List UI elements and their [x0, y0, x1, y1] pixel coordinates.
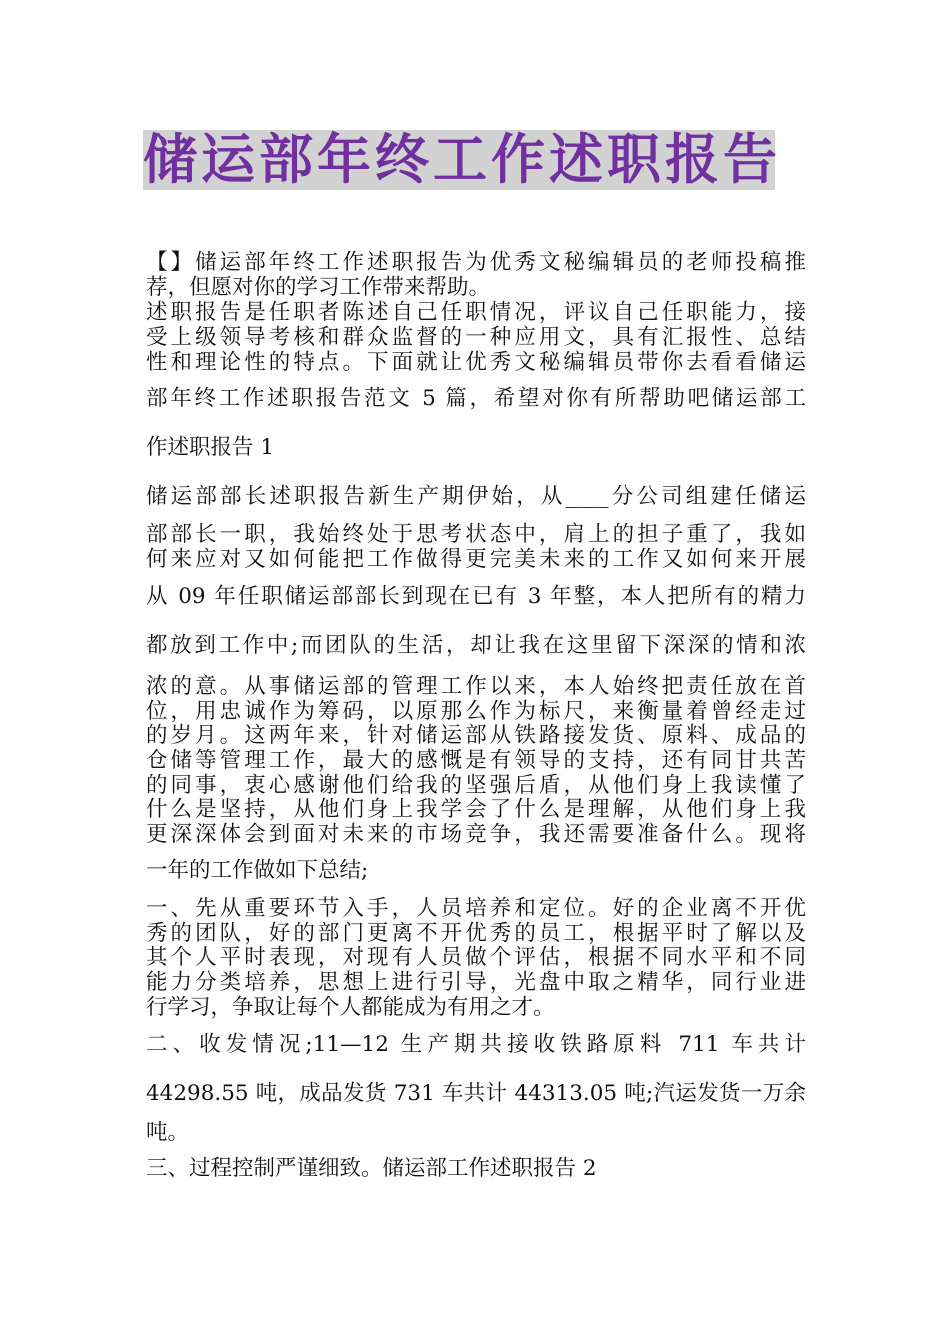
paragraph-line: 三、过程控制严谨细致。储运部工作述职报告 2: [146, 1156, 597, 1181]
paragraph-line: 荐，但愿对你的学习工作带来帮助。: [146, 275, 491, 300]
paragraph-line: 仓储等管理工作，最大的感慨是有领导的支持，还有同甘共苦: [146, 748, 806, 773]
title-highlight: [143, 128, 781, 191]
paragraph-line: 储运部部长述职报告新生产期伊始，从____分公司组建任储运: [146, 484, 806, 509]
paragraph-line: 44298.55 吨，成品发货 731 车共计 44313.05 吨;汽运发货一万余: [146, 1081, 806, 1106]
paragraph-line: 受上级领导考核和群众监督的一种应用文，具有汇报性、总结: [146, 325, 806, 350]
paragraph-line: 行学习，争取让每个人都能成为有用之才。: [146, 995, 555, 1020]
paragraph-line: 一、先从重要环节入手，人员培养和定位。好的企业离不开优: [146, 896, 806, 921]
paragraph-line: 吨。: [146, 1120, 190, 1145]
paragraph-line: 【】储运部年终工作述职报告为优秀文秘编辑员的老师投稿推: [146, 250, 806, 275]
paragraph-line: 都放到工作中;而团队的生活，却让我在这里留下深深的情和浓: [146, 633, 806, 658]
paragraph-line: 浓的意。从事储运部的管理工作以来，本人始终把责任放在首: [146, 674, 806, 699]
paragraph-line: 的同事，衷心感谢他们给我的坚强后盾，从他们身上我读懂了: [146, 773, 806, 798]
paragraph-line: 部年终工作述职报告范文 5 篇，希望对你有所帮助吧储运部工: [146, 386, 806, 411]
paragraph-line: 什么是坚持，从他们身上我学会了什么是理解，从他们身上我: [146, 797, 806, 822]
paragraph-line: 秀的团队，好的部门更离不开优秀的员工，根据平时了解以及: [146, 921, 806, 946]
paragraph-line: 作述职报告 1: [146, 435, 275, 460]
paragraph-line: 能力分类培养，思想上进行引导，光盘中取之精华，同行业进: [146, 970, 806, 995]
paragraph-line: 二、收发情况;11—12 生产期共接收铁路原料 711 车共计: [146, 1032, 806, 1057]
paragraph-line: 其个人平时表现，对现有人员做个评估，根据不同水平和不同: [146, 945, 806, 970]
paragraph-line: 部部长一职，我始终处于思考状态中，肩上的担子重了，我如: [146, 522, 806, 547]
document-title: 储运部年终工作述职报告: [143, 128, 781, 191]
paragraph-line: 的岁月。这两年来，针对储运部从铁路接发货、原料、成品的: [146, 723, 806, 748]
paragraph-line: 一年的工作做如下总结;: [146, 858, 369, 883]
paragraph-line: 何来应对又如何能把工作做得更完美未来的工作又如何来开展: [146, 547, 806, 572]
paragraph-line: 更深深体会到面对未来的市场竞争，我还需要准备什么。现将: [146, 822, 806, 847]
paragraph-line: 位，用忠诚作为筹码，以原那么作为标尺，来衡量着曾经走过: [146, 699, 806, 724]
paragraph-line: 性和理论性的特点。下面就让优秀文秘编辑员带你去看看储运: [146, 350, 806, 375]
paragraph-line: 述职报告是任职者陈述自己任职情况，评议自己任职能力，接: [146, 300, 806, 325]
paragraph-line: 从 09 年任职储运部部长到现在已有 3 年整，本人把所有的精力: [146, 584, 806, 609]
